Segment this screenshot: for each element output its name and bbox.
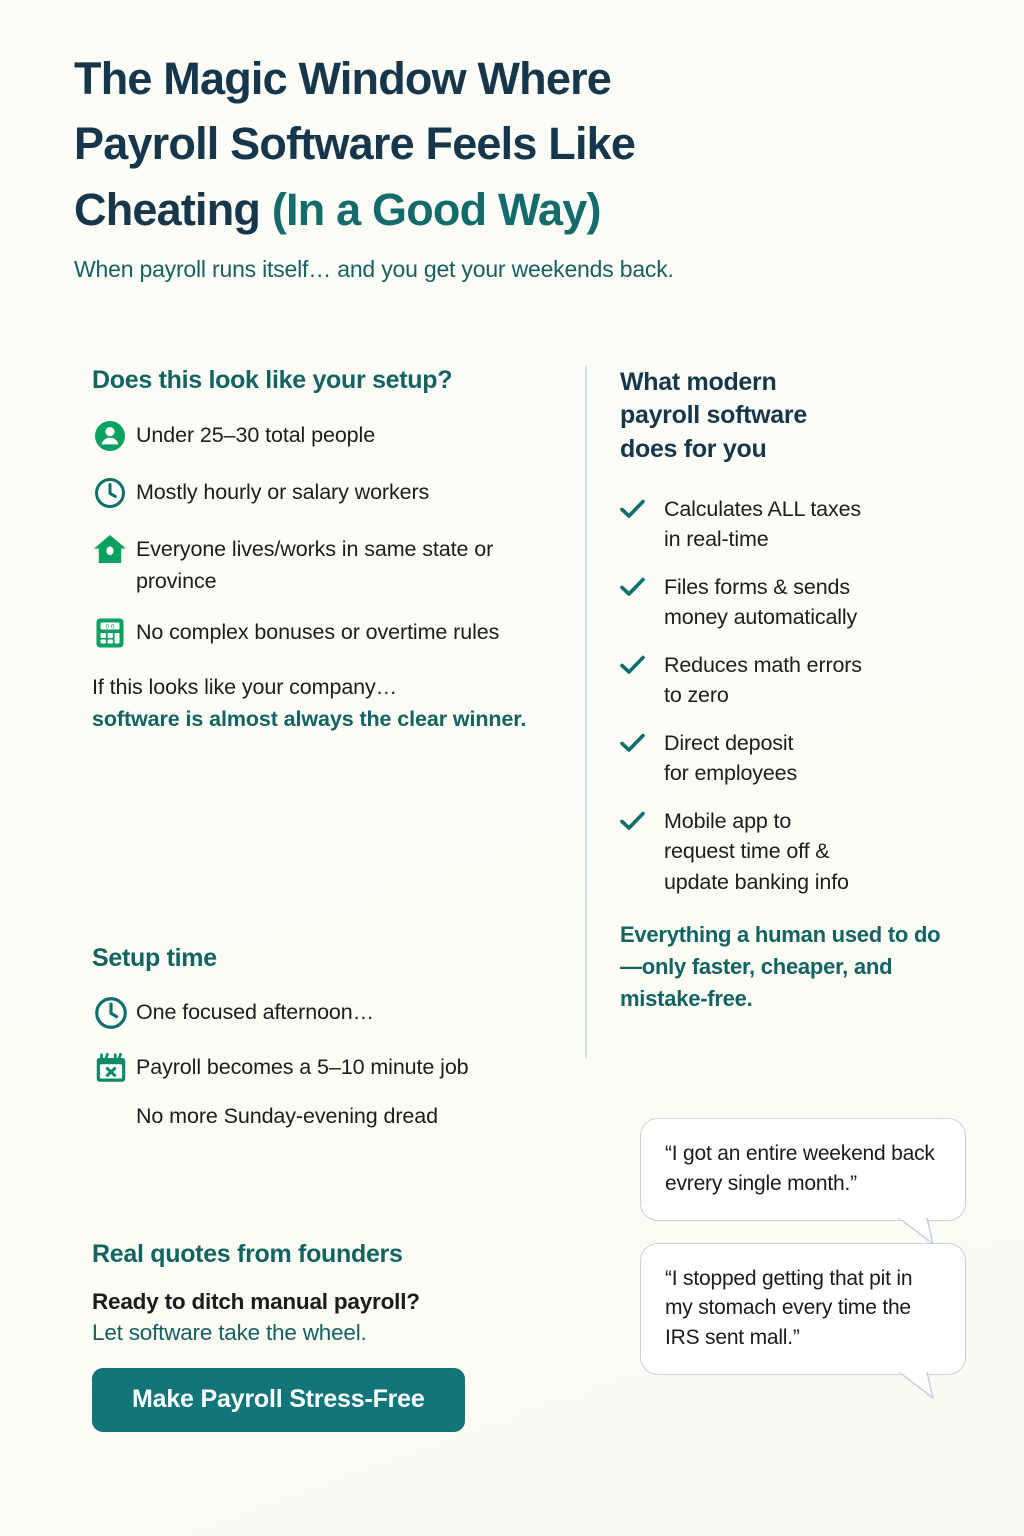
benefit-line-1: Calculates ALL taxes <box>664 496 861 521</box>
setup-time-section <box>92 944 592 1152</box>
setup-checklist <box>92 417 567 655</box>
note-highlight-text: software is almost always the clear winner. <box>92 707 527 732</box>
list-item <box>620 572 950 633</box>
title-line-3-accent: (In a Good Way) <box>271 183 601 235</box>
setup-extra-label: No more Sunday-evening dread <box>136 1104 438 1128</box>
right-column-note: Everything a human used to do—only faster, cheaper, and mistake-free. <box>620 922 941 1012</box>
make-payroll-stress-free-button[interactable]: Make Payroll Stress-Free <box>92 1368 465 1432</box>
benefit-line-1: Mobile app to <box>664 808 792 833</box>
page-title <box>74 46 954 242</box>
spacer <box>92 1097 136 1138</box>
right-heading-line-3: does for you <box>620 434 767 463</box>
benefit-line-1: Files forms & sends <box>664 574 850 599</box>
benefit-line-2: to zero <box>664 683 729 708</box>
benefit-line-2: in real-time <box>664 527 769 552</box>
testimonial-text: “I stopped getting that pit in my stomach every time the IRS sent mall.” <box>665 1266 913 1350</box>
clock-icon <box>92 474 136 515</box>
quotes-cta-section <box>92 1240 562 1432</box>
person-icon <box>92 417 136 458</box>
list-item-label <box>664 494 861 555</box>
title-line-3-dark: Cheating <box>74 183 261 235</box>
check-icon <box>620 494 664 519</box>
list-item-label <box>664 806 849 898</box>
speech-bubble-tail <box>897 1218 943 1246</box>
setup-time-list <box>92 993 592 1138</box>
right-heading-line-2: payroll software <box>620 401 807 430</box>
benefit-line-1: Direct deposit <box>664 730 794 755</box>
list-item-label <box>664 650 862 711</box>
list-item-label: Everyone lives/works in same state or province <box>136 537 494 594</box>
right-heading-line-1: What modern <box>620 368 777 396</box>
speech-bubble-tail <box>897 1372 943 1400</box>
list-item <box>620 494 950 555</box>
note-plain-text: If this looks like your company… <box>92 674 398 699</box>
testimonial-bubble <box>640 1243 966 1375</box>
calculator-icon <box>92 614 136 655</box>
left-column-heading: Does this look like your setup? <box>92 366 453 394</box>
list-item-label: Mostly hourly or salary workers <box>136 480 430 504</box>
house-icon <box>92 531 136 572</box>
list-item <box>620 728 950 789</box>
benefit-line-2: request time off & <box>664 839 830 864</box>
list-item-label <box>664 572 857 633</box>
list-item <box>620 650 950 711</box>
benefit-line-2: money automatically <box>664 605 858 630</box>
list-item <box>92 1048 592 1089</box>
left-column-note <box>92 671 567 737</box>
right-column <box>620 366 950 1015</box>
check-icon <box>620 728 664 753</box>
list-item <box>92 474 567 515</box>
list-item <box>92 417 567 458</box>
benefit-line-3: update banking info <box>664 869 849 894</box>
check-icon <box>620 572 664 597</box>
header <box>74 46 954 283</box>
list-item <box>92 614 567 655</box>
list-item-label: One focused afternoon… <box>136 1000 375 1024</box>
clock-icon <box>92 993 136 1034</box>
setup-time-heading: Setup time <box>92 944 217 972</box>
list-item-label: Payroll becomes a 5–10 minute job <box>136 1055 469 1079</box>
benefit-line-1: Reduces math errors <box>664 652 862 677</box>
testimonial-bubbles <box>640 1118 980 1375</box>
testimonial-bubble <box>640 1118 966 1221</box>
title-line-1: The Magic Window Where <box>74 53 612 104</box>
check-icon <box>620 650 664 675</box>
testimonial-text: “I got an entire weekend back evrery single month.” <box>665 1142 935 1195</box>
benefit-line-2: for employees <box>664 761 798 786</box>
list-item <box>620 806 950 898</box>
setup-extra-row <box>92 1097 592 1138</box>
quotes-heading: Real quotes from founders <box>92 1240 403 1268</box>
list-item <box>92 531 567 598</box>
left-column <box>92 366 567 736</box>
cta-line-1: Ready to ditch manual payroll? <box>92 1289 420 1314</box>
cta-line-2: Let software take the wheel. <box>92 1320 367 1345</box>
calendar-x-icon <box>92 1048 136 1089</box>
list-item-label: No complex bonuses or overtime rules <box>136 619 500 644</box>
list-item-label <box>664 728 797 789</box>
list-item-label: Under 25–30 total people <box>136 423 376 447</box>
right-column-heading <box>620 366 950 466</box>
cta-copy <box>92 1289 562 1346</box>
check-icon <box>620 806 664 831</box>
title-line-2: Payroll Software Feels Like <box>74 118 636 170</box>
svg-text:0 0: 0 0 <box>105 622 115 630</box>
benefits-list <box>620 494 950 898</box>
list-item <box>92 993 592 1034</box>
page-subtitle: When payroll runs itself… and you get your weekends back. <box>74 255 674 282</box>
